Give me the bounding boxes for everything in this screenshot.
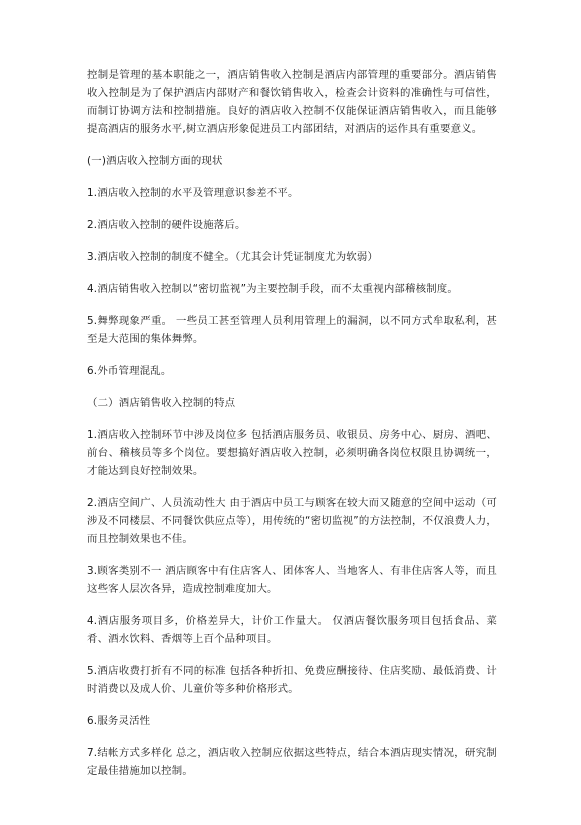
paragraph-gap bbox=[87, 698, 497, 712]
feature-item-2: 2.酒店空间广、人员流动性大 由于酒店中员工与顾客在较大而又随意的空间中运动（可涉及不同楼层、不同餐饮供应点等），用传统的“密切监视”的方法控制，不仅浪费人力，而且控制效果也不佳。 bbox=[87, 497, 497, 545]
status-item-5: 5.舞弊现象严重。 一些员工甚至管理人员利用管理上的漏洞，以不同方式牟取私利，甚至是大范围的集体舞弊。 bbox=[87, 315, 497, 345]
paragraph-gap bbox=[87, 298, 497, 312]
document-body bbox=[87, 66, 497, 780]
paragraph-gap bbox=[87, 548, 497, 562]
paragraph-gap bbox=[87, 234, 497, 248]
paragraph-gap bbox=[87, 412, 497, 426]
feature-item-6: 6.服务灵活性 bbox=[87, 715, 151, 727]
paragraph-gap bbox=[87, 348, 497, 362]
section-heading-status: (一)酒店收入控制方面的现状 bbox=[87, 155, 223, 167]
intro-paragraph: 控制是管理的基本职能之一，酒店销售收入控制是酒店内部管理的重要部分。酒店销售收入控制是为了保护酒店内部财产和餐饮销售收入，检查会计资料的准确性与可信性，而制订协调方法和控制措施。良好的酒店收入控制不仅能保证酒店销售收入，而且能够提高酒店的服务水平,树立酒店形象促进员工内部团结，对酒店的运作具有重要意义。 bbox=[87, 69, 497, 135]
paragraph-gap bbox=[87, 730, 497, 744]
paragraph-gap bbox=[87, 480, 497, 494]
paragraph-gap bbox=[87, 648, 497, 662]
status-item-2: 2.酒店收入控制的硬件设施落后。 bbox=[87, 219, 246, 231]
paragraph-gap bbox=[87, 202, 497, 216]
feature-item-5: 5.酒店收费打折有不同的标准 包括各种折扣、免费应酬接待、住店奖励、最低消费、计时消费以及成人价、儿童价等多种价格形式。 bbox=[87, 665, 497, 695]
paragraph-gap bbox=[87, 138, 497, 152]
status-item-3: 3.酒店收入控制的制度不健全。（尤其会计凭证制度尤为软弱） bbox=[87, 251, 379, 263]
paragraph-gap bbox=[87, 266, 497, 280]
feature-item-7: 7.结帐方式多样化 总之，酒店收入控制应依据这些特点，结合本酒店现实情况，研究制定最佳措施加以控制。 bbox=[87, 747, 497, 777]
feature-item-3: 3.顾客类别不一 酒店顾客中有住店客人、团体客人、当地客人、有非住店客人等，而且这些客人层次各异，造成控制难度加大。 bbox=[87, 565, 497, 595]
feature-item-1: 1.酒店收入控制环节中涉及岗位多 包括酒店服务员、收银员、房务中心、厨房、酒吧、前台、稽核员等多个岗位。要想搞好酒店收入控制，必须明确各岗位权限且协调统一，才能达到良好控制效果。 bbox=[87, 429, 497, 477]
status-item-4: 4.酒店销售收入控制以“密切监视”为主要控制手段，而不太重视内部稽核制度。 bbox=[87, 283, 458, 295]
status-item-1: 1.酒店收入控制的水平及管理意识参差不平。 bbox=[87, 187, 299, 199]
status-item-6: 6.外币管理混乱。 bbox=[87, 365, 172, 377]
paragraph-gap bbox=[87, 598, 497, 612]
paragraph-gap bbox=[87, 170, 497, 184]
paragraph-gap bbox=[87, 380, 497, 394]
feature-item-4: 4.酒店服务项目多，价格差异大，计价工作量大。 仅酒店餐饮服务项目包括食品、菜肴、酒水饮料、香烟等上百个品种项目。 bbox=[87, 615, 497, 645]
section-heading-features: （二）酒店销售收入控制的特点 bbox=[87, 397, 236, 409]
